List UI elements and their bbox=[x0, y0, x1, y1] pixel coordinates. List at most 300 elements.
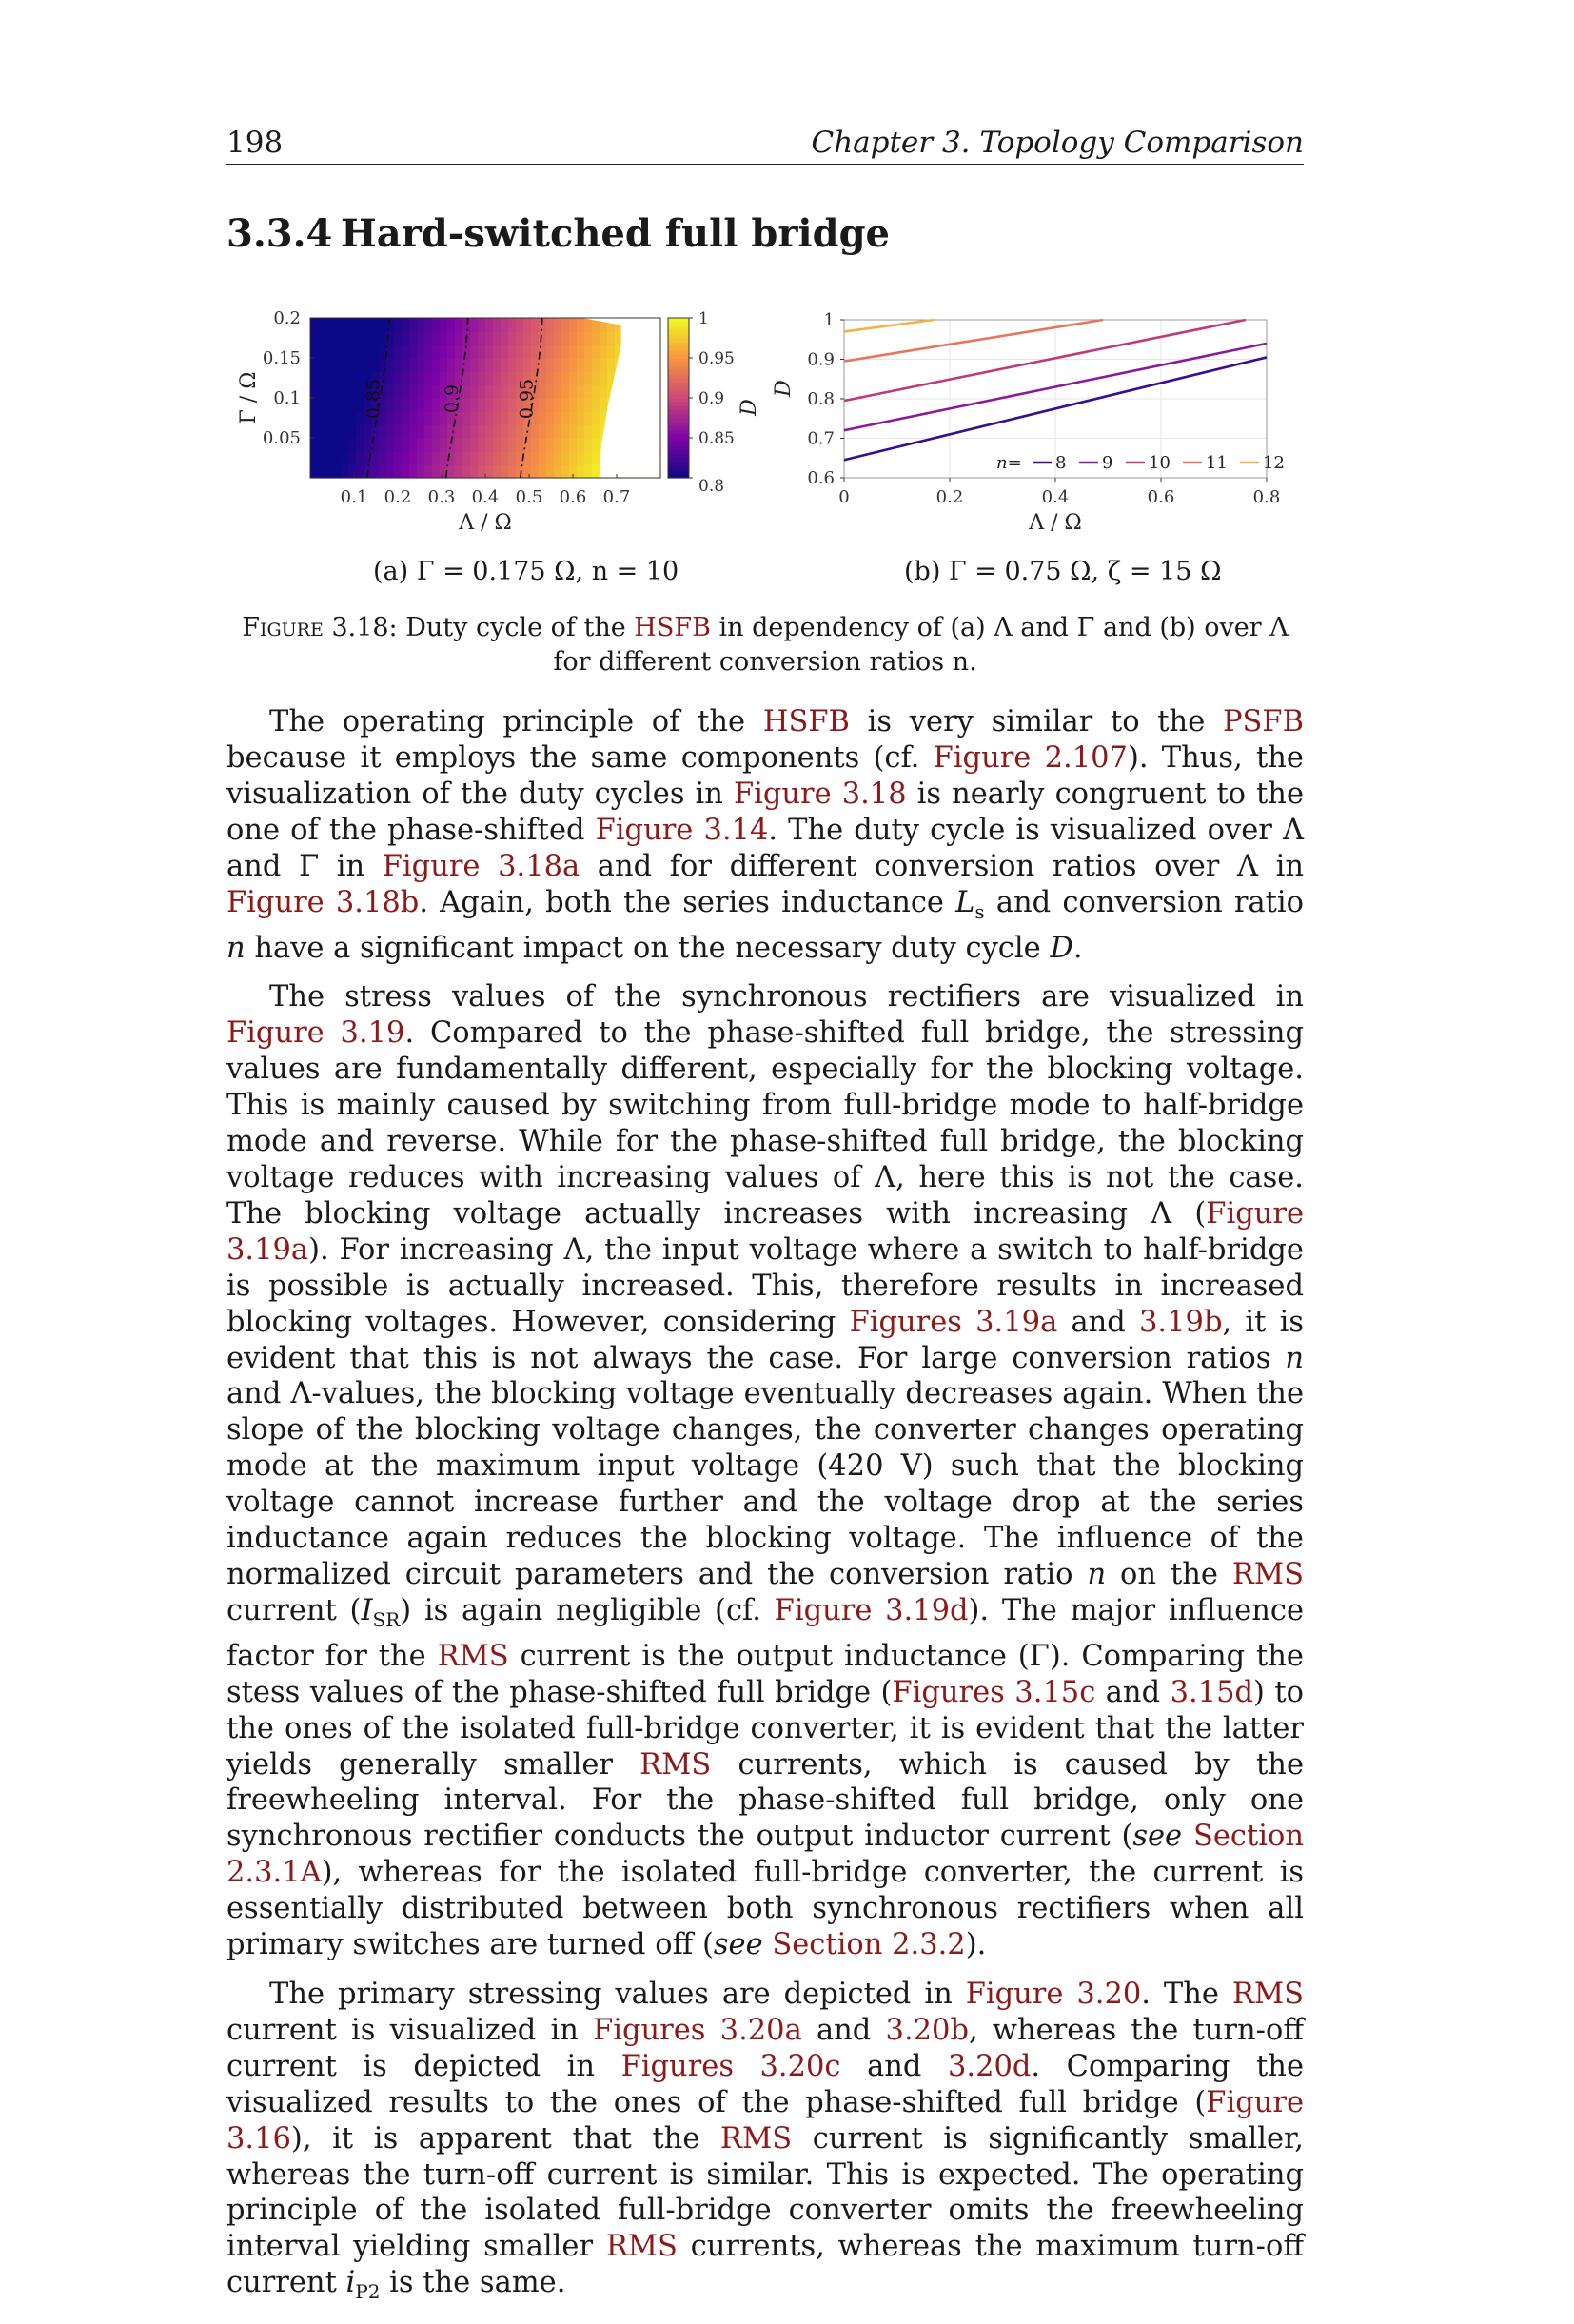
colorbar-tick-label: 0.95 bbox=[698, 349, 735, 368]
colorbar-segment bbox=[668, 322, 689, 326]
heatmap-cell bbox=[417, 451, 425, 465]
heatmap-cell bbox=[539, 438, 547, 452]
heatmap-cell bbox=[409, 384, 418, 399]
heatmap-cell bbox=[539, 411, 547, 425]
heatmap-cell bbox=[470, 384, 479, 399]
heatmap-cell bbox=[394, 438, 403, 452]
text-run: ). bbox=[965, 1928, 987, 1962]
cross-reference-link[interactable]: 3.20b bbox=[885, 2013, 969, 2047]
heatmap-cell bbox=[348, 318, 357, 332]
heatmap-cell bbox=[462, 384, 471, 399]
heatmap-cell bbox=[501, 464, 509, 479]
heatmap-cell bbox=[455, 371, 463, 385]
heatmap-cell bbox=[402, 384, 410, 399]
heatmap-cell bbox=[447, 371, 456, 385]
heatmap-cell bbox=[341, 331, 349, 345]
colorbar-segment bbox=[668, 350, 689, 355]
heatmap-cell bbox=[310, 464, 319, 479]
heatmap-cell bbox=[310, 331, 319, 345]
heatmap-cell bbox=[348, 371, 357, 385]
heatmap-cell bbox=[394, 424, 403, 439]
heatmap-cell bbox=[478, 451, 486, 465]
colorbar-segment bbox=[668, 365, 689, 370]
cross-reference-link[interactable]: Section 2.3.2 bbox=[772, 1928, 966, 1962]
heatmap-cell bbox=[333, 398, 342, 412]
cross-reference-link[interactable]: PSFB bbox=[1222, 705, 1304, 739]
cross-reference-link[interactable]: 3.19b bbox=[1139, 1305, 1223, 1339]
heatmap-cell bbox=[409, 464, 418, 479]
text-run: The stress values of the synchronous rectifiers are visualized in bbox=[269, 980, 1304, 1014]
heatmap-cell bbox=[432, 411, 441, 425]
heatmap-cell bbox=[394, 411, 403, 425]
heatmap-cell bbox=[485, 411, 494, 425]
heatmap-cell bbox=[402, 411, 410, 425]
heatmap-cell bbox=[409, 371, 418, 385]
heatmap-cell bbox=[508, 451, 517, 465]
cross-reference-link[interactable]: 3.20d bbox=[947, 2049, 1032, 2083]
heatmap-cell bbox=[561, 464, 570, 479]
colorbar-segment bbox=[668, 430, 689, 435]
colorbar-segment bbox=[668, 434, 689, 439]
heatmap-cell bbox=[508, 411, 517, 425]
cross-reference-link[interactable]: Section 2.3.1A bbox=[226, 1820, 1304, 1890]
heatmap-cell bbox=[539, 371, 547, 385]
colorbar-segment bbox=[668, 330, 689, 335]
paragraph-3 bbox=[226, 1977, 1304, 2311]
x-tick-label: 0.7 bbox=[602, 487, 631, 507]
heatmap-cell bbox=[364, 331, 372, 345]
text-run: see bbox=[713, 1928, 763, 1962]
colorbar-segment bbox=[668, 454, 689, 459]
heatmap-cell bbox=[516, 424, 524, 439]
heatmap-cell bbox=[310, 411, 319, 425]
y-tick-label: 0.8 bbox=[807, 389, 835, 409]
cross-reference-link[interactable]: Figure 3.18a bbox=[382, 849, 580, 883]
heatmap-cell bbox=[348, 438, 357, 452]
heatmap-cell bbox=[356, 464, 364, 479]
heatmap-cell bbox=[470, 424, 479, 439]
heatmap-cell bbox=[577, 464, 585, 479]
heatmap-cell bbox=[341, 345, 349, 359]
heatmap-cell bbox=[325, 451, 334, 465]
text-run: ), whereas for the isolated full-bridge converter, the current is essentially distributed between both synchronous rectifiers when all primary switches are turned off ( bbox=[226, 1856, 1304, 1962]
caption-link[interactable]: HSFB bbox=[634, 613, 711, 642]
heatmap-cell bbox=[417, 464, 425, 479]
cross-reference-link[interactable]: Figure 3.16 bbox=[226, 2085, 1304, 2156]
heatmap-cell bbox=[561, 318, 570, 332]
heatmap-cell bbox=[470, 358, 479, 372]
caption-label: Figure 3.18: bbox=[242, 613, 398, 642]
cross-reference-link[interactable]: RMS bbox=[720, 2121, 793, 2156]
heatmap-cell bbox=[478, 318, 486, 332]
colorbar-tick-label: 0.85 bbox=[698, 429, 735, 448]
cross-reference-link[interactable]: RMS bbox=[605, 2230, 678, 2264]
heatmap-cell bbox=[577, 318, 585, 332]
heatmap-cell bbox=[462, 371, 471, 385]
heatmap-cell bbox=[516, 318, 524, 332]
heatmap-cell bbox=[325, 411, 334, 425]
text-run: and bbox=[1057, 1305, 1140, 1339]
heatmap-cell bbox=[561, 398, 570, 412]
heatmap-cell bbox=[341, 438, 349, 452]
heatmap-cell bbox=[432, 398, 441, 412]
y-tick-label: 0.15 bbox=[262, 348, 301, 368]
heatmap-cell bbox=[554, 464, 562, 479]
heatmap-cell bbox=[600, 358, 608, 372]
heatmap-cell bbox=[409, 331, 418, 345]
heatmap-cell bbox=[592, 358, 600, 372]
colorbar-segment bbox=[668, 325, 689, 330]
cross-reference-link[interactable]: Figure 3.19d bbox=[774, 1593, 969, 1627]
colorbar-segment bbox=[668, 382, 689, 386]
legend-label: 8 bbox=[1055, 453, 1067, 473]
heatmap-cell bbox=[478, 398, 486, 412]
heatmap-cell bbox=[554, 451, 562, 465]
heatmap-cell bbox=[417, 411, 425, 425]
heatmap-cell bbox=[508, 345, 517, 359]
heatmap-cell bbox=[417, 371, 425, 385]
heatmap-cell bbox=[546, 424, 555, 439]
text-run: current ( bbox=[226, 1593, 362, 1627]
heatmap-cell bbox=[371, 451, 380, 465]
heatmap-cell bbox=[386, 358, 395, 372]
heatmap-cell bbox=[440, 331, 448, 345]
heatmap-cell bbox=[577, 398, 585, 412]
colorbar-segment bbox=[668, 405, 689, 410]
heatmap-cell bbox=[546, 438, 555, 452]
text-run: ). For increasing Λ, the input voltage where a switch to half-bridge is possible is actually increased. This, therefore results in increased blocking voltages. However, considering bbox=[226, 1232, 1304, 1339]
text-run: . The bbox=[1141, 1978, 1232, 2011]
heatmap-cell bbox=[561, 345, 570, 359]
legend-label: 11 bbox=[1206, 453, 1228, 473]
heatmap-cell bbox=[402, 358, 410, 372]
colorbar-segment bbox=[668, 394, 689, 399]
heatmap-cell bbox=[554, 358, 562, 372]
heatmap-cell bbox=[364, 318, 372, 332]
heatmap-cell bbox=[333, 438, 342, 452]
heatmap-cell bbox=[325, 384, 334, 399]
heatmap-cell bbox=[584, 451, 593, 465]
heatmap-cell bbox=[554, 411, 562, 425]
heatmap-cell bbox=[455, 438, 463, 452]
heatmap-cell bbox=[333, 384, 342, 399]
heatmap-cell bbox=[584, 345, 593, 359]
text-run: . Comparing the visualized results to the ones of the phase-shifted full bridge ( bbox=[226, 2049, 1304, 2119]
caption-text-2: in dependency of (a) Λ and Γ and (b) over Λ for different conversion ratios n. bbox=[553, 613, 1289, 677]
cross-reference-link[interactable]: RMS bbox=[1231, 1557, 1304, 1591]
text-run: and for different conversion ratios over Λ in bbox=[580, 849, 1304, 883]
heatmap-cell bbox=[318, 424, 326, 439]
subscript: P2 bbox=[355, 2280, 381, 2304]
y-tick-label: 1 bbox=[823, 310, 835, 330]
text-run: and bbox=[1095, 1675, 1171, 1709]
cross-reference-link[interactable]: Figure 3.20 bbox=[965, 1978, 1142, 2011]
heatmap-cell bbox=[417, 384, 425, 399]
y-tick-label: 0.7 bbox=[807, 428, 835, 449]
heatmap-cell bbox=[402, 424, 410, 439]
heatmap-cell bbox=[584, 398, 593, 412]
text-run: see bbox=[1132, 1820, 1183, 1854]
heatmap-cell bbox=[356, 451, 364, 465]
line-chart bbox=[771, 303, 1304, 541]
heatmap-cell bbox=[523, 464, 532, 479]
cross-reference-link[interactable]: RMS bbox=[639, 1747, 712, 1782]
colorbar-tick-label: 0.9 bbox=[698, 389, 725, 408]
heatmap-cell bbox=[592, 438, 600, 452]
text-run: and conversion ratio bbox=[984, 885, 1305, 919]
heatmap-cell bbox=[409, 345, 418, 359]
heatmap-cell bbox=[394, 398, 403, 412]
heatmap-cell bbox=[379, 438, 387, 452]
text-run: is very similar to the bbox=[849, 705, 1223, 739]
colorbar-segment bbox=[668, 345, 689, 350]
heatmap-cell bbox=[584, 464, 593, 479]
heatmap-cell bbox=[584, 331, 593, 345]
heatmap-cell bbox=[394, 318, 403, 332]
cross-reference-link[interactable]: Figure 3.19a bbox=[226, 1196, 1304, 1267]
heatmap-cell bbox=[348, 331, 357, 345]
heatmap-cell bbox=[523, 345, 532, 359]
heatmap-cell bbox=[569, 358, 578, 372]
heatmap-cell bbox=[402, 371, 410, 385]
cross-reference-link[interactable]: RMS bbox=[1231, 1978, 1304, 2011]
colorbar-segment bbox=[668, 378, 689, 383]
legend-label: 12 bbox=[1263, 453, 1285, 473]
heatmap-cell bbox=[584, 371, 593, 385]
heatmap-cell bbox=[325, 345, 334, 359]
heatmap-cell bbox=[394, 358, 403, 372]
heatmap-cell bbox=[386, 424, 395, 439]
heatmap-cell bbox=[607, 358, 616, 372]
heatmap-cell bbox=[584, 318, 593, 332]
heatmap-cell bbox=[508, 438, 517, 452]
cross-reference-link[interactable]: Figures 3.20a bbox=[593, 2013, 802, 2047]
heatmap-cell bbox=[402, 318, 410, 332]
subcaption-b: (b) Γ = 0.75 Ω, ζ = 15 Ω bbox=[904, 557, 1222, 586]
heatmap-cell bbox=[424, 371, 433, 385]
heatmap-cell bbox=[478, 384, 486, 399]
cross-reference-link[interactable]: Figures 3.19a bbox=[849, 1305, 1058, 1339]
heatmap-cell bbox=[493, 345, 502, 359]
heatmap-cell bbox=[600, 398, 608, 412]
section-title: Hard-switched full bridge bbox=[341, 211, 890, 256]
text-run: The operating principle of the bbox=[269, 705, 763, 739]
x-tick-label: 0 bbox=[838, 487, 850, 507]
x-axis-label: Λ / Ω bbox=[1029, 511, 1082, 535]
heatmap-cell bbox=[577, 371, 585, 385]
cross-reference-link[interactable]: Figure 3.18 bbox=[733, 777, 907, 811]
heatmap-cell bbox=[470, 451, 479, 465]
text-run: . Again, both the series inductance bbox=[419, 885, 956, 919]
heatmap-cell bbox=[325, 424, 334, 439]
heatmap-cell bbox=[516, 331, 524, 345]
heatmap-cell bbox=[485, 331, 494, 345]
heatmap-cell bbox=[348, 464, 357, 479]
figure-b bbox=[771, 303, 1304, 544]
heatmap-cell bbox=[592, 464, 600, 479]
text-run: ). The major influence factor for the bbox=[226, 1593, 1304, 1673]
section-heading bbox=[226, 211, 890, 256]
y-axis-label: D bbox=[772, 380, 796, 397]
heatmap-cell bbox=[546, 318, 555, 332]
heatmap-cell bbox=[569, 345, 578, 359]
heatmap-cell bbox=[364, 345, 372, 359]
heatmap-cell bbox=[432, 384, 441, 399]
heatmap-cell bbox=[508, 318, 517, 332]
heatmap-cell bbox=[569, 398, 578, 412]
heatmap-cell bbox=[379, 331, 387, 345]
heatmap-cell bbox=[470, 464, 479, 479]
heatmap-cell bbox=[386, 371, 395, 385]
heatmap-cell bbox=[539, 424, 547, 439]
cross-reference-link[interactable]: Figure 3.19 bbox=[226, 1016, 405, 1051]
heatmap-cell bbox=[546, 451, 555, 465]
text-run: ) is again negligible (cf. bbox=[400, 1593, 775, 1627]
heatmap-cell bbox=[592, 345, 600, 359]
text-run: currents, whereas the maximum turn-off current bbox=[226, 2230, 1304, 2300]
heatmap-cell bbox=[501, 318, 509, 332]
cross-reference-link[interactable]: Figure 3.14 bbox=[595, 813, 769, 847]
heatmap-cell bbox=[348, 451, 357, 465]
heatmap-cell bbox=[310, 345, 319, 359]
heatmap-cell bbox=[554, 371, 562, 385]
heatmap-cell bbox=[356, 358, 364, 372]
colorbar-segment bbox=[668, 342, 689, 346]
math-symbol: n bbox=[226, 931, 246, 965]
heatmap-cell bbox=[539, 451, 547, 465]
caption-text-1: Duty cycle of the bbox=[405, 613, 635, 642]
heatmap-cell bbox=[531, 438, 540, 452]
text-run: is nearly congruent to the one of the phase-shifted bbox=[226, 777, 1304, 847]
heatmap-cell bbox=[554, 384, 562, 399]
heatmap-cell bbox=[310, 318, 319, 332]
heatmap-cell bbox=[462, 451, 471, 465]
heatmap-cell bbox=[409, 411, 418, 425]
heatmap-cell bbox=[417, 331, 425, 345]
cross-reference-link[interactable]: HSFB bbox=[762, 705, 850, 739]
heatmap-cell bbox=[478, 331, 486, 345]
heatmap-cell bbox=[356, 318, 364, 332]
heatmap-cell bbox=[333, 371, 342, 385]
heatmap-cell bbox=[493, 371, 502, 385]
heatmap-cell bbox=[561, 371, 570, 385]
colorbar-tick-label: 1 bbox=[698, 309, 709, 328]
heatmap-cell bbox=[508, 424, 517, 439]
heatmap-cell bbox=[485, 371, 494, 385]
heatmap-cell bbox=[432, 331, 441, 345]
x-tick-label: 0.2 bbox=[935, 487, 964, 507]
heatmap-cell bbox=[424, 451, 433, 465]
heatmap-cell bbox=[584, 384, 593, 399]
heatmap-cell bbox=[341, 371, 349, 385]
heatmap-cell bbox=[546, 331, 555, 345]
heatmap-cell bbox=[592, 451, 600, 465]
x-tick-label: 0.3 bbox=[427, 487, 456, 507]
heatmap-cell bbox=[493, 331, 502, 345]
heatmap-cell bbox=[584, 411, 593, 425]
heatmap-cell bbox=[409, 438, 418, 452]
heatmap-cell bbox=[501, 331, 509, 345]
x-tick-label: 0.1 bbox=[340, 487, 368, 507]
heatmap-cell bbox=[501, 424, 509, 439]
heatmap-cell bbox=[409, 318, 418, 332]
heatmap-cell bbox=[501, 451, 509, 465]
heatmap-cell bbox=[341, 451, 349, 465]
heatmap-cell bbox=[455, 318, 463, 332]
contour-label: 0.9 bbox=[442, 384, 463, 414]
heatmap-cell bbox=[508, 464, 517, 479]
heatmap-masked-region bbox=[621, 318, 660, 478]
heatmap-cell bbox=[561, 451, 570, 465]
text-run: . Compared to the phase-shifted full bridge, the stressing values are fundamentally different, especially for the blocking voltage. This is mainly caused by switching from full-bridge mode to half-bridge mode and reverse. While for the phase-shifted full bridge, the blocking voltage reduces with increasing values of Λ, here this is not the case. The blocking voltage actually increases with increasing Λ ( bbox=[226, 1016, 1304, 1231]
heatmap-cell bbox=[607, 345, 616, 359]
heatmap-cell bbox=[341, 384, 349, 399]
heatmap-chart bbox=[228, 303, 761, 541]
heatmap-cell bbox=[386, 464, 395, 479]
heatmap-cell bbox=[478, 424, 486, 439]
heatmap-cell bbox=[600, 371, 608, 385]
cross-reference-link[interactable]: Figure 2.107 bbox=[933, 740, 1128, 775]
heatmap-cell bbox=[348, 345, 357, 359]
heatmap-cell bbox=[447, 345, 456, 359]
heatmap-cell bbox=[462, 411, 471, 425]
cross-reference-link[interactable]: Figure 3.18b bbox=[226, 885, 420, 919]
math-symbol: I bbox=[361, 1593, 373, 1627]
page-number: 198 bbox=[226, 126, 284, 160]
text-run: on the bbox=[1106, 1557, 1232, 1591]
text-run: current is significantly smaller, whereas the turn-off current is similar. This is expected. The operating principle of the isolated full-bridge converter omits the freewheeling interval yielding smaller bbox=[226, 2121, 1304, 2264]
heatmap-cell bbox=[318, 318, 326, 332]
heatmap-cell bbox=[493, 318, 502, 332]
colorbar-segment bbox=[668, 402, 689, 406]
cross-reference-link[interactable]: Figures 3.15c bbox=[892, 1675, 1096, 1709]
colorbar-segment bbox=[668, 450, 689, 455]
heatmap-cell bbox=[561, 424, 570, 439]
heatmap-cell bbox=[546, 398, 555, 412]
text-run: because it employs the same components (cf. bbox=[226, 740, 934, 775]
heatmap-cell bbox=[325, 358, 334, 372]
heatmap-cell bbox=[584, 438, 593, 452]
heatmap-cell bbox=[333, 345, 342, 359]
heatmap-cell bbox=[569, 371, 578, 385]
colorbar-tick-label: 0.8 bbox=[698, 477, 725, 496]
heatmap-cell bbox=[333, 331, 342, 345]
heatmap-cell bbox=[561, 438, 570, 452]
cross-reference-link[interactable]: RMS bbox=[437, 1639, 509, 1673]
colorbar-segment bbox=[668, 425, 689, 430]
heatmap-cell bbox=[531, 451, 540, 465]
heatmap-cell bbox=[348, 384, 357, 399]
heatmap-cell bbox=[600, 384, 608, 399]
heatmap-cell bbox=[485, 358, 494, 372]
heatmap-cell bbox=[470, 371, 479, 385]
cross-reference-link[interactable]: 3.15d bbox=[1170, 1675, 1253, 1709]
heatmap-cell bbox=[531, 464, 540, 479]
heatmap-cell bbox=[348, 424, 357, 439]
colorbar-segment bbox=[668, 438, 689, 443]
heatmap-cell bbox=[310, 371, 319, 385]
heatmap-cell bbox=[462, 464, 471, 479]
heatmap-cell bbox=[592, 331, 600, 345]
heatmap-cell bbox=[501, 411, 509, 425]
heatmap-cell bbox=[341, 411, 349, 425]
heatmap-cell bbox=[493, 358, 502, 372]
heatmap-cell bbox=[356, 331, 364, 345]
heatmap-cell bbox=[501, 345, 509, 359]
cross-reference-link[interactable]: Figures 3.20c bbox=[620, 2049, 841, 2083]
heatmap-cell bbox=[424, 464, 433, 479]
chapter-title: Chapter 3. Topology Comparison bbox=[811, 126, 1304, 160]
